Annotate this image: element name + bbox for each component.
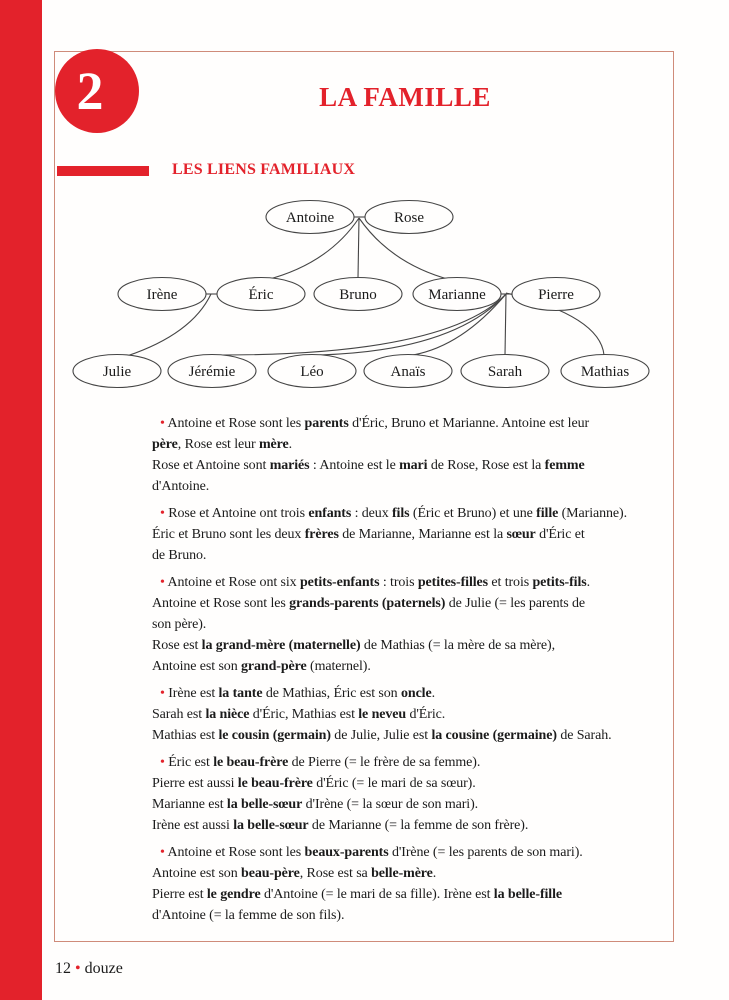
text-line <box>152 434 667 455</box>
paragraph <box>152 752 667 836</box>
text-run: Antoine est son <box>152 659 242 674</box>
text-line <box>152 884 667 905</box>
text-line <box>152 683 667 704</box>
text-run: Pierre est aussi <box>152 776 238 791</box>
term-bold: le cousin <box>218 728 270 743</box>
tree-node-label-mathias: Mathias <box>580 364 630 380</box>
text-run: d'Antoine. <box>152 479 210 494</box>
text-run: . <box>288 437 293 452</box>
paragraph <box>152 413 667 497</box>
term-bold: (germaine <box>492 728 553 743</box>
term-bold: ) <box>552 728 557 743</box>
text-line <box>152 572 667 593</box>
paragraph <box>152 842 667 926</box>
term-bold: mère <box>259 437 289 452</box>
term-bold: (paternels <box>381 596 441 611</box>
text-run: Irène est aussi <box>152 818 234 833</box>
text-run: Éric et Bruno sont les deux <box>152 527 305 542</box>
term-bold: grands-parents <box>289 596 379 611</box>
term-bold: mariés <box>269 458 310 473</box>
footer-bullet-icon: • <box>75 960 81 977</box>
term-bold: la belle-sœur <box>226 797 303 812</box>
text-run: d'Antoine (= le mari de sa fille). Irène est <box>260 887 494 902</box>
text-run: Rose et Antoine ont trois <box>168 506 309 521</box>
text-run: Marianne est <box>152 797 227 812</box>
term-bold: frères <box>304 527 339 542</box>
text-run: Éric est <box>168 755 214 770</box>
text-run: : trois <box>379 575 418 590</box>
tree-node-label-jeremie: Jérémie <box>188 364 236 380</box>
term-bold: père <box>152 437 178 452</box>
section-heading: LES LIENS FAMILIAUX <box>172 161 356 178</box>
text-run: , Rose est sa <box>299 866 372 881</box>
term-bold: (germain <box>272 728 327 743</box>
bullet-icon: • <box>160 755 169 770</box>
text-line <box>152 752 667 773</box>
text-run: Rose et Antoine sont <box>152 458 270 473</box>
text-run: Rose est <box>152 638 202 653</box>
tree-node-label-antoine: Antoine <box>285 210 335 226</box>
body-text <box>152 413 667 932</box>
text-line <box>152 614 667 635</box>
term-bold: femme <box>544 458 585 473</box>
term-bold: beau-père <box>241 866 300 881</box>
text-line <box>152 704 667 725</box>
text-run: . <box>432 866 437 881</box>
term-bold: petites-filles <box>417 575 488 590</box>
tree-edge <box>505 294 506 355</box>
text-run: d'Éric. <box>406 707 446 722</box>
term-bold: fils <box>392 506 410 521</box>
text-run: d'Éric (= le mari de sa sœur). <box>312 776 476 791</box>
term-bold: le gendre <box>206 887 261 902</box>
text-run: : deux <box>351 506 392 521</box>
text-run: Antoine est son <box>152 866 242 881</box>
page-title: LA FAMILLE <box>319 82 491 112</box>
term-bold: le beau-frère <box>213 755 289 770</box>
text-line <box>152 794 667 815</box>
text-run: de Rose, Rose est la <box>427 458 545 473</box>
term-bold: beaux-parents <box>304 845 389 860</box>
bullet-icon: • <box>160 416 168 431</box>
bullet-icon: • <box>160 686 169 701</box>
term-bold: la tante <box>218 686 263 701</box>
text-run: Sarah est <box>152 707 206 722</box>
term-bold: la nièce <box>205 707 250 722</box>
tree-node-label-eric: Éric <box>248 287 274 303</box>
text-run: d'Éric, Mathias est <box>249 707 359 722</box>
text-run: de Marianne (= la femme de son frère). <box>308 818 529 833</box>
term-bold: petits-enfants <box>299 575 380 590</box>
text-line <box>152 455 667 476</box>
text-line <box>152 815 667 836</box>
text-run: et trois <box>488 575 533 590</box>
text-run: d'Éric et <box>535 527 585 542</box>
text-line <box>152 524 667 545</box>
text-run: de Mathias, Éric est son <box>262 686 401 701</box>
text-run: d'Irène (= les parents de son mari). <box>388 845 583 860</box>
text-run: son père). <box>152 617 207 632</box>
tree-node-label-irene: Irène <box>146 287 178 303</box>
term-bold: la belle-fille <box>493 887 562 902</box>
unit-number: 2 <box>76 61 104 121</box>
text-run: Pierre est <box>152 887 207 902</box>
text-run: de Julie, Julie est <box>330 728 432 743</box>
text-run: : Antoine est le <box>309 458 400 473</box>
text-line <box>152 503 667 524</box>
term-bold: la cousine <box>431 728 490 743</box>
term-bold: parents <box>304 416 349 431</box>
tree-node-label-marianne: Marianne <box>428 287 486 303</box>
term-bold: le neveu <box>358 707 407 722</box>
bullet-icon: • <box>160 845 168 860</box>
text-run: (Éric et Bruno) et une <box>409 506 537 521</box>
term-bold: oncle <box>400 686 432 701</box>
text-run: de Pierre (= le frère de sa femme). <box>288 755 481 770</box>
paragraph <box>152 683 667 746</box>
text-line <box>152 635 667 656</box>
page-number: 12 <box>55 960 71 977</box>
text-run: de Marianne, Marianne est la <box>338 527 507 542</box>
term-bold: ) <box>355 638 361 653</box>
term-bold: le beau-frère <box>237 776 313 791</box>
text-run: d'Antoine (= la femme de son fils). <box>152 908 345 923</box>
tree-node-label-julie: Julie <box>102 364 132 380</box>
text-run: Antoine et Rose sont les <box>167 416 305 431</box>
page-footer <box>55 960 123 978</box>
term-bold: belle-mère <box>371 866 433 881</box>
tree-node-label-rose: Rose <box>394 210 424 226</box>
text-line <box>152 842 667 863</box>
text-run: (Marianne). <box>558 506 627 521</box>
text-line <box>152 545 667 566</box>
tree-edge <box>358 218 359 278</box>
text-run: de Mathias (= la mère de sa mère), <box>360 638 556 653</box>
tree-node-label-pierre: Pierre <box>538 287 574 303</box>
tree-node-label-sarah: Sarah <box>487 364 523 380</box>
tree-node-label-leo: Léo <box>300 364 324 380</box>
text-run: Mathias est <box>152 728 219 743</box>
text-line <box>152 863 667 884</box>
text-run: . <box>431 686 435 701</box>
term-bold: sœur <box>506 527 536 542</box>
text-line <box>152 905 667 926</box>
text-run: Antoine et Rose sont les <box>167 845 305 860</box>
text-run: de Bruno. <box>152 548 207 563</box>
text-run: Antoine et Rose sont les <box>152 596 290 611</box>
term-bold: (maternelle <box>288 638 356 653</box>
text-run: , Rose est leur <box>177 437 259 452</box>
term-bold: la belle-sœur <box>233 818 309 833</box>
page-number-word: douze <box>84 960 123 977</box>
text-run: Irène est <box>168 686 219 701</box>
tree-node-label-anais: Anaïs <box>390 364 426 380</box>
term-bold: enfants <box>308 506 352 521</box>
term-bold: petits-fils <box>532 575 587 590</box>
bullet-icon: • <box>160 506 169 521</box>
text-run: de Sarah. <box>556 728 612 743</box>
term-bold: fille <box>536 506 559 521</box>
tree-node-label-bruno: Bruno <box>339 287 377 303</box>
text-line <box>152 725 667 746</box>
text-line <box>152 656 667 677</box>
text-line <box>152 773 667 794</box>
term-bold: mari <box>399 458 428 473</box>
paragraph <box>152 503 667 566</box>
term-bold: ) <box>440 596 446 611</box>
term-bold: la grand-mère <box>201 638 286 653</box>
term-bold: ) <box>326 728 331 743</box>
text-line <box>152 593 667 614</box>
text-line <box>152 476 667 497</box>
text-run: . <box>586 575 591 590</box>
text-run: d'Irène (= la sœur de son mari). <box>302 797 479 812</box>
bullet-icon: • <box>160 575 168 590</box>
paragraph <box>152 572 667 677</box>
text-line <box>152 413 667 434</box>
text-run: de Julie (= les parents de <box>445 596 586 611</box>
text-run: d'Éric, Bruno et Marianne. Antoine est leur <box>348 416 590 431</box>
term-bold: grand-père <box>241 659 307 674</box>
text-run: (maternel). <box>306 659 371 674</box>
text-run: Antoine et Rose ont six <box>167 575 300 590</box>
